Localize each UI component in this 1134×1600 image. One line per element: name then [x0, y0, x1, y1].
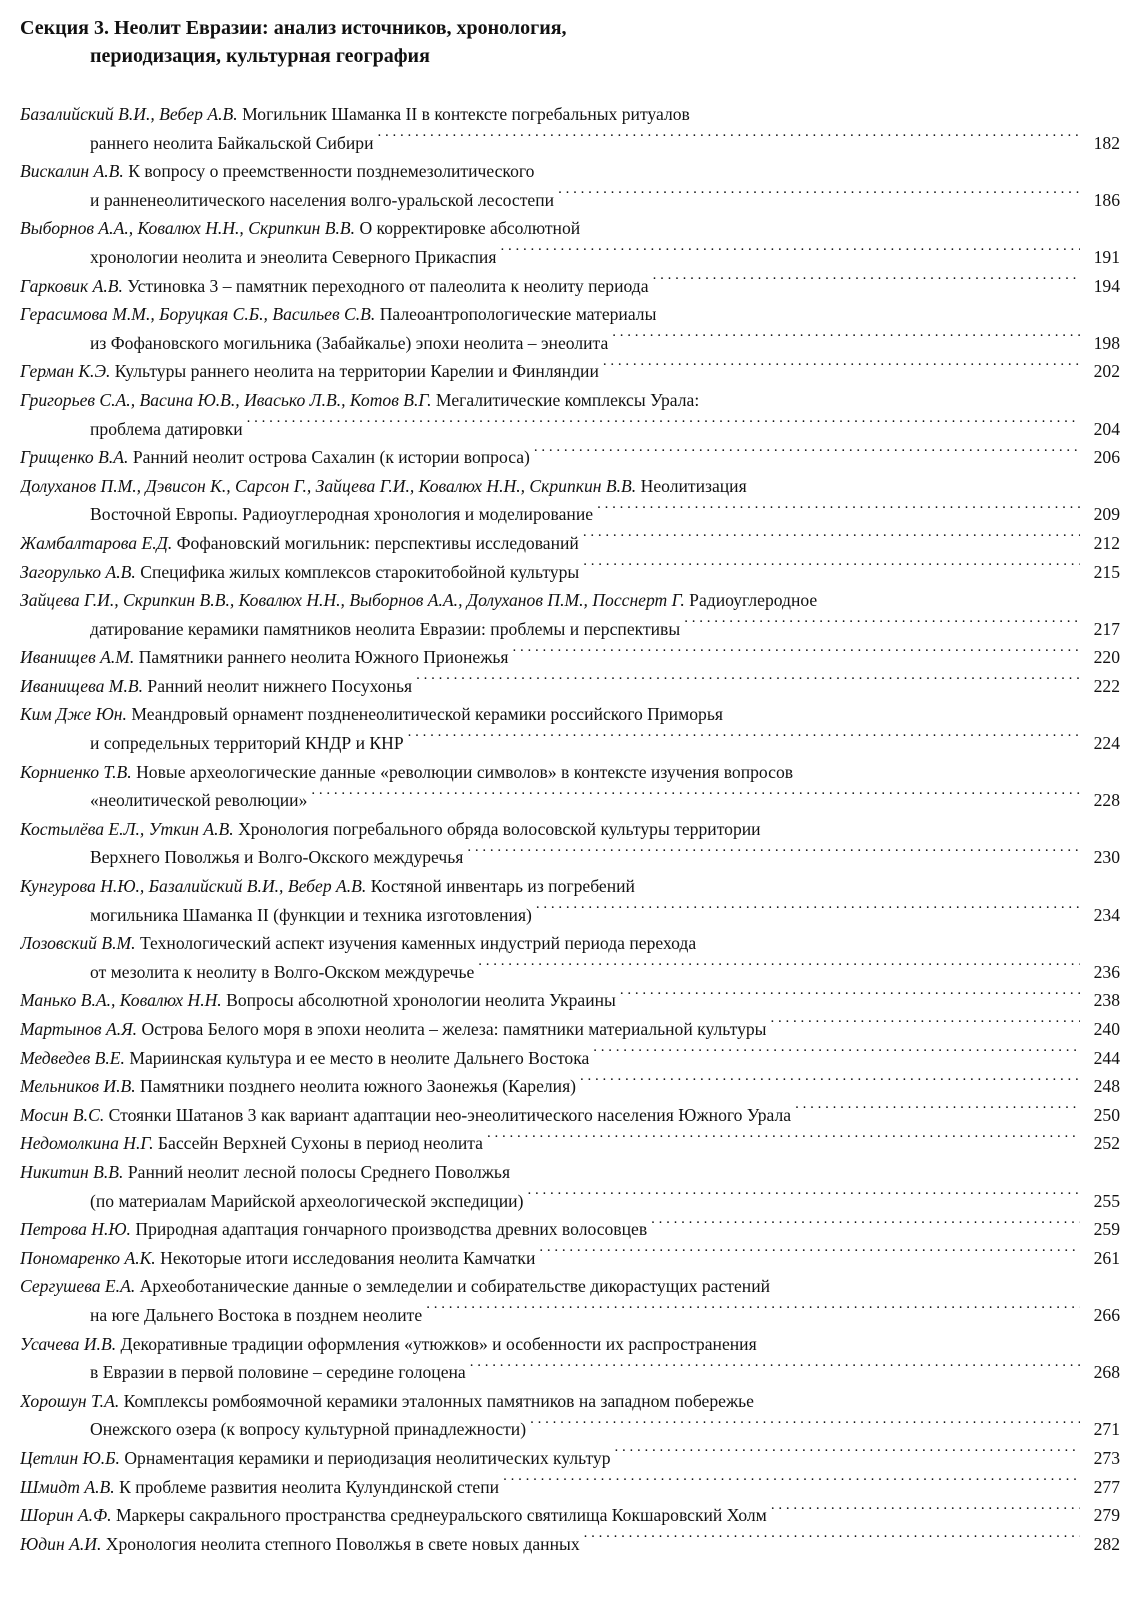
toc-entry	[20, 472, 1120, 529]
toc-entry-text	[20, 1244, 535, 1273]
dot-leader	[684, 615, 1080, 634]
entry-authors: Медведев В.Е.	[20, 1047, 125, 1068]
dot-leader	[653, 272, 1080, 291]
dot-leader	[470, 1359, 1080, 1378]
dot-leader	[378, 129, 1081, 148]
entry-authors: Загорулько А.В.	[20, 561, 136, 582]
toc-entry	[20, 1015, 1120, 1044]
entry-title-continued: могильника Шаманка II (функции и техника изготовления)	[90, 904, 532, 925]
toc-entry-line-continued	[20, 500, 1120, 529]
entry-page-number: 212	[1093, 532, 1120, 553]
dot-leader	[536, 901, 1080, 920]
toc-entry	[20, 100, 1120, 157]
toc-entry-line-continued	[20, 729, 1120, 758]
toc-entry-line	[20, 586, 1120, 615]
entry-page-number: 277	[1093, 1476, 1120, 1497]
entry-page-number: 209	[1093, 504, 1120, 525]
toc-entry	[20, 1215, 1120, 1244]
toc-entry-line	[20, 529, 1120, 558]
toc-entry-line	[20, 929, 1120, 958]
toc-entry	[20, 1473, 1120, 1502]
entry-title: Комплексы ромбоямочной керамики эталонных памятников на западном побережье	[123, 1390, 754, 1411]
entry-page-number: 234	[1093, 904, 1120, 925]
dot-leader	[615, 1445, 1080, 1464]
entry-authors: Лозовский В.М.	[20, 933, 136, 954]
toc-entry-line	[20, 815, 1120, 844]
entry-authors: Шорин А.Ф.	[20, 1505, 112, 1526]
toc-entry-line	[20, 1330, 1120, 1359]
toc-entry-line	[20, 986, 1120, 1015]
toc-entry-line	[20, 472, 1120, 501]
toc-page	[20, 14, 1120, 1558]
toc-entry-line	[20, 1244, 1120, 1273]
entry-page-number: 248	[1093, 1076, 1120, 1097]
toc-entry	[20, 357, 1120, 386]
entry-title: Меандровый орнамент поздненеолитической керамики российского Приморья	[131, 704, 723, 725]
entry-title-continued: от мезолита к неолиту в Волго-Окском междуречье	[90, 961, 475, 982]
section-title-line2: периодизация, культурная география	[90, 45, 430, 67]
dot-leader	[478, 958, 1080, 977]
entry-title-continued: Верхнего Поволжья и Волго-Окского междуречья	[90, 847, 464, 868]
entry-page-number: 217	[1093, 618, 1120, 639]
toc-entry-line-continued	[20, 1415, 1120, 1444]
dot-leader	[612, 329, 1080, 348]
toc-entry-line	[20, 1444, 1120, 1473]
toc-entry-line-continued	[20, 786, 1120, 815]
entry-title: Вопросы абсолютной хронологии неолита Украины	[226, 990, 616, 1011]
toc-entry	[20, 1244, 1120, 1273]
toc-entry-text	[20, 1501, 767, 1530]
entry-authors: Гарковик А.В.	[20, 275, 123, 296]
section-title-line1: Секция 3. Неолит Евразии: анализ источников, хронология,	[20, 17, 567, 39]
dot-leader	[620, 987, 1080, 1006]
toc-entry-line-continued	[20, 129, 1120, 158]
entry-page-number: 222	[1093, 675, 1120, 696]
toc-entry	[20, 815, 1120, 872]
entry-page-number: 244	[1093, 1047, 1120, 1068]
entry-authors: Мосин В.С.	[20, 1104, 105, 1125]
toc-entry-line	[20, 672, 1120, 701]
toc-entry	[20, 1101, 1120, 1130]
dot-leader	[467, 844, 1080, 863]
entry-page-number: 252	[1093, 1133, 1120, 1154]
entry-page-number: 255	[1093, 1190, 1120, 1211]
dot-leader	[651, 1216, 1080, 1235]
entry-title: Мариинская культура и ее место в неолите Дальнего Востока	[129, 1047, 590, 1068]
entry-title-continued: и сопредельных территорий КНДР и КНР	[90, 733, 404, 754]
toc-entry-text	[20, 272, 649, 301]
toc-entry-text	[20, 1473, 499, 1502]
dot-leader	[416, 673, 1080, 692]
dot-leader	[558, 186, 1080, 205]
toc-entry-text	[20, 1330, 757, 1359]
entry-page-number: 268	[1093, 1362, 1120, 1383]
entry-page-number: 250	[1093, 1104, 1120, 1125]
entry-title: Культуры раннего неолита на территории Карелии и Финляндии	[114, 361, 599, 382]
entry-title: Устиновка 3 – памятник переходного от палеолита к неолиту периода	[127, 275, 649, 296]
entry-authors: Цетлин Ю.Б.	[20, 1447, 120, 1468]
entry-page-number: 220	[1093, 647, 1120, 668]
entry-title: Бассейн Верхней Сухоны в период неолита	[157, 1133, 483, 1154]
entry-title: О корректировке абсолютной	[359, 218, 581, 239]
entry-title: Ранний неолит острова Сахалин (к истории вопроса)	[132, 447, 530, 468]
toc-entry-line-continued	[20, 1358, 1120, 1387]
toc-entry-line-continued	[20, 901, 1120, 930]
toc-entry-text	[20, 1129, 483, 1158]
entry-title: Неолитизация	[640, 475, 747, 496]
toc-entry	[20, 529, 1120, 558]
entry-authors: Костылёва Е.Л., Уткин А.В.	[20, 818, 234, 839]
toc-entry-text	[20, 1215, 647, 1244]
toc-entry-text	[20, 1272, 770, 1301]
toc-list	[20, 100, 1120, 1558]
toc-entry	[20, 1330, 1120, 1387]
entry-page-number: 206	[1093, 447, 1120, 468]
toc-entry-text	[20, 1530, 580, 1559]
toc-entry	[20, 386, 1120, 443]
toc-entry-text	[20, 1044, 589, 1073]
dot-leader	[500, 244, 1080, 263]
entry-title-continued: и ранненеолитического населения волго-уральской лесостепи	[90, 189, 555, 210]
toc-entry	[20, 558, 1120, 587]
toc-entry-text	[20, 357, 599, 386]
toc-entry-line	[20, 300, 1120, 329]
dot-leader	[795, 1101, 1080, 1120]
toc-entry-line	[20, 357, 1120, 386]
entry-title: Ранний неолит лесной полосы Среднего Поволжья	[127, 1161, 511, 1182]
entry-authors: Иванищев А.М.	[20, 647, 135, 668]
dot-leader	[534, 444, 1080, 463]
entry-title: Маркеры сакрального пространства среднеуральского святилища Кокшаровский Холм	[115, 1505, 767, 1526]
dot-leader	[583, 558, 1080, 577]
entry-title-continued: раннего неолита Байкальской Сибири	[90, 132, 374, 153]
entry-title-continued: (по материалам Марийской археологической экспедиции)	[90, 1190, 524, 1211]
entry-title-continued: хронологии неолита и энеолита Северного Прикаспия	[90, 246, 497, 267]
entry-title: Хронология погребального обряда волосовской культуры территории	[238, 818, 761, 839]
entry-title: К вопросу о преемственности позднемезолитического	[128, 161, 535, 182]
entry-title: Новые археологические данные «революции символов» в контексте изучения вопросов	[136, 761, 794, 782]
toc-entry-line	[20, 643, 1120, 672]
toc-entry-text	[20, 929, 696, 958]
toc-entry-line	[20, 386, 1120, 415]
entry-authors: Долуханов П.М., Дэвисон К., Сарсон Г., Зайцева Г.И., Ковалюх Н.Н., Скрипкин В.В.	[20, 475, 637, 496]
entry-title-continued: из Фофановского могильника (Забайкалье) эпохи неолита – энеолита	[90, 332, 609, 353]
entry-title-continued: проблема датировки	[90, 418, 243, 439]
entry-page-number: 282	[1093, 1533, 1120, 1554]
entry-title: Палеоантропологические материалы	[379, 304, 657, 325]
toc-entry	[20, 672, 1120, 701]
entry-page-number: 236	[1093, 961, 1120, 982]
toc-entry-text	[20, 100, 690, 129]
entry-authors: Пономаренко А.К.	[20, 1247, 156, 1268]
toc-entry	[20, 272, 1120, 301]
entry-page-number: 273	[1093, 1447, 1120, 1468]
toc-entry	[20, 300, 1120, 357]
entry-authors: Базалийский В.И., Вебер А.В.	[20, 104, 238, 124]
toc-entry-line	[20, 1387, 1120, 1416]
entry-authors: Выборнов А.А., Ковалюх Н.Н., Скрипкин В.В.	[20, 218, 356, 239]
entry-authors: Герман К.Э.	[20, 361, 111, 382]
entry-page-number: 224	[1093, 733, 1120, 754]
toc-entry-line	[20, 100, 1120, 129]
toc-entry-line	[20, 1015, 1120, 1044]
entry-page-number: 215	[1093, 561, 1120, 582]
toc-entry-text	[20, 386, 699, 415]
dot-leader	[311, 787, 1080, 806]
toc-entry-line	[20, 1272, 1120, 1301]
toc-entry-text	[20, 1158, 510, 1187]
entry-title: Хронология неолита степного Поволжья в свете новых данных	[105, 1533, 580, 1554]
toc-entry	[20, 1129, 1120, 1158]
entry-title: Декоративные традиции оформления «утюжков» и особенности их распространения	[120, 1333, 757, 1354]
toc-entry-line	[20, 157, 1120, 186]
entry-page-number: 230	[1093, 847, 1120, 868]
dot-leader	[247, 415, 1080, 434]
entry-page-number: 198	[1093, 332, 1120, 353]
dot-leader	[513, 644, 1080, 663]
entry-authors: Мельников И.В.	[20, 1076, 136, 1097]
entry-authors: Манько В.А., Ковалюх Н.Н.	[20, 990, 222, 1011]
entry-page-number: 182	[1093, 132, 1120, 153]
section-title	[20, 14, 1120, 70]
toc-entry-text	[20, 529, 579, 558]
entry-authors: Шмидт А.В.	[20, 1476, 115, 1497]
toc-entry-text	[20, 758, 793, 787]
entry-authors: Хорошун Т.А.	[20, 1390, 120, 1411]
entry-title: Природная адаптация гончарного производства древних волосовцев	[135, 1219, 648, 1240]
dot-leader	[584, 1530, 1080, 1549]
toc-entry	[20, 1387, 1120, 1444]
toc-entry-line	[20, 872, 1120, 901]
entry-page-number: 194	[1093, 275, 1120, 296]
entry-page-number: 191	[1093, 246, 1120, 267]
toc-entry-text	[20, 558, 579, 587]
entry-authors: Петрова Н.Ю.	[20, 1219, 131, 1240]
entry-authors: Юдин А.И.	[20, 1533, 102, 1554]
entry-title: Ранний неолит нижнего Посухонья	[147, 675, 413, 696]
dot-leader	[583, 530, 1080, 549]
toc-entry	[20, 1158, 1120, 1215]
entry-page-number: 261	[1093, 1247, 1120, 1268]
entry-title: Памятники раннего неолита Южного Прионежья	[138, 647, 509, 668]
toc-entry-line	[20, 700, 1120, 729]
toc-entry-text	[20, 1101, 791, 1130]
toc-entry	[20, 214, 1120, 271]
entry-page-number: 202	[1093, 361, 1120, 382]
entry-authors: Недомолкина Н.Г.	[20, 1133, 154, 1154]
toc-entry-line	[20, 1158, 1120, 1187]
toc-entry-text	[20, 443, 530, 472]
toc-entry-text	[20, 472, 747, 501]
toc-entry-text	[20, 672, 412, 701]
toc-entry-text	[20, 872, 635, 901]
toc-entry-text	[20, 1387, 754, 1416]
dot-leader	[771, 1502, 1080, 1521]
toc-entry	[20, 1444, 1120, 1473]
dot-leader	[597, 501, 1080, 520]
entry-title-continued: Восточной Европы. Радиоуглеродная хронология и моделирование	[90, 504, 594, 525]
dot-leader	[770, 1016, 1080, 1035]
toc-entry	[20, 1272, 1120, 1329]
entry-title: Мегалитические комплексы Урала:	[435, 389, 700, 410]
entry-title: Стоянки Шатанов 3 как вариант адаптации нео-энеолитического населения Южного Урала	[108, 1104, 792, 1125]
dot-leader	[487, 1130, 1080, 1149]
entry-authors: Усачева И.В.	[20, 1333, 117, 1354]
dot-leader	[426, 1302, 1080, 1321]
toc-entry-line-continued	[20, 1187, 1120, 1216]
toc-entry-line-continued	[20, 1301, 1120, 1330]
toc-entry	[20, 700, 1120, 757]
toc-entry-line-continued	[20, 843, 1120, 872]
entry-authors: Григорьев С.А., Васина Ю.В., Ивасько Л.В., Котов В.Г.	[20, 389, 432, 410]
entry-title: Фофановский могильник: перспективы исследований	[176, 532, 579, 553]
toc-entry	[20, 157, 1120, 214]
toc-entry	[20, 1501, 1120, 1530]
entry-authors: Кунгурова Н.Ю., Базалийский В.И., Вебер А.В.	[20, 876, 367, 897]
toc-entry-line	[20, 1101, 1120, 1130]
dot-leader	[530, 1416, 1080, 1435]
entry-page-number: 271	[1093, 1419, 1120, 1440]
entry-title: Орнаментация керамики и периодизация неолитических культур	[124, 1447, 611, 1468]
entry-title-continued: Онежского озера (к вопросу культурной принадлежности)	[90, 1419, 527, 1440]
toc-entry-line	[20, 1501, 1120, 1530]
entry-authors: Ким Дже Юн.	[20, 704, 127, 725]
entry-title: Археоботанические данные о земледелии и собирательстве дикорастущих растений	[139, 1276, 771, 1297]
toc-entry-line	[20, 1072, 1120, 1101]
toc-entry-line	[20, 558, 1120, 587]
toc-entry	[20, 872, 1120, 929]
toc-entry-text	[20, 986, 616, 1015]
entry-page-number: 204	[1093, 418, 1120, 439]
toc-entry	[20, 986, 1120, 1015]
toc-entry-line	[20, 1129, 1120, 1158]
toc-entry-line	[20, 443, 1120, 472]
entry-page-number: 228	[1093, 790, 1120, 811]
entry-authors: Жамбалтарова Е.Д.	[20, 532, 173, 553]
entry-title-continued: на юге Дальнего Востока в позднем неолите	[90, 1304, 423, 1325]
toc-entry-line-continued	[20, 186, 1120, 215]
toc-entry	[20, 1530, 1120, 1559]
entry-title-continued: в Евразии в первой половине – середине голоцена	[90, 1362, 466, 1383]
entry-authors: Иванищева М.В.	[20, 675, 143, 696]
entry-title: К проблеме развития неолита Кулундинской степи	[119, 1476, 500, 1497]
toc-entry	[20, 643, 1120, 672]
toc-entry-line	[20, 1473, 1120, 1502]
entry-title: Памятники позднего неолита южного Заонежья (Карелия)	[140, 1076, 577, 1097]
toc-entry-text	[20, 1015, 766, 1044]
toc-entry-text	[20, 1072, 576, 1101]
entry-authors: Сергушева Е.А.	[20, 1276, 136, 1297]
toc-entry-text	[20, 214, 580, 243]
dot-leader	[539, 1244, 1080, 1263]
toc-entry-line	[20, 272, 1120, 301]
toc-entry-text	[20, 815, 761, 844]
entry-title: Костяной инвентарь из погребений	[370, 876, 635, 897]
toc-entry	[20, 1072, 1120, 1101]
toc-entry	[20, 929, 1120, 986]
entry-authors: Никитин В.В.	[20, 1161, 124, 1182]
entry-title: Специфика жилых комплексов старокитобойной культуры	[140, 561, 580, 582]
toc-entry	[20, 758, 1120, 815]
entry-authors: Зайцева Г.И., Скрипкин В.В., Ковалюх Н.Н., Выборнов А.А., Долуханов П.М., Посснерт Г.	[20, 590, 685, 611]
toc-entry-line-continued	[20, 615, 1120, 644]
toc-entry	[20, 443, 1120, 472]
entry-title: Могильник Шаманка II в контексте погребальных ритуалов	[242, 104, 690, 124]
entry-authors: Мартынов А.Я.	[20, 1019, 138, 1039]
dot-leader	[408, 730, 1080, 749]
toc-entry-text	[20, 586, 817, 615]
toc-entry	[20, 586, 1120, 643]
toc-entry-text	[20, 157, 534, 186]
entry-title: Радиоуглеродное	[689, 590, 818, 611]
entry-title-continued: датирование керамики памятников неолита Евразии: проблемы и перспективы	[90, 618, 681, 639]
toc-entry-line-continued	[20, 243, 1120, 272]
dot-leader	[580, 1073, 1080, 1092]
entry-title: Технологический аспект изучения каменных индустрий периода перехода	[139, 933, 697, 954]
toc-entry	[20, 1044, 1120, 1073]
toc-entry-line	[20, 214, 1120, 243]
entry-title-continued: «неолитической революции»	[90, 790, 308, 811]
dot-leader	[527, 1187, 1080, 1206]
entry-page-number: 186	[1093, 189, 1120, 210]
entry-title: Некоторые итоги исследования неолита Камчатки	[160, 1247, 536, 1268]
dot-leader	[603, 358, 1080, 377]
toc-entry-text	[20, 700, 723, 729]
entry-page-number: 238	[1093, 990, 1120, 1011]
entry-page-number: 259	[1093, 1219, 1120, 1240]
entry-page-number: 266	[1093, 1304, 1120, 1325]
entry-page-number: 240	[1093, 1019, 1120, 1039]
toc-entry-line-continued	[20, 329, 1120, 358]
toc-entry-line	[20, 1530, 1120, 1559]
dot-leader	[593, 1044, 1080, 1063]
toc-entry-line	[20, 1044, 1120, 1073]
entry-title: Острова Белого моря в эпохи неолита – железа: памятники материальной культуры	[141, 1019, 767, 1039]
dot-leader	[503, 1473, 1080, 1492]
toc-entry-text	[20, 1444, 611, 1473]
toc-entry-line-continued	[20, 415, 1120, 444]
entry-authors: Герасимова М.М., Боруцкая С.Б., Васильев С.В.	[20, 304, 376, 325]
toc-entry-line	[20, 758, 1120, 787]
entry-page-number: 279	[1093, 1505, 1120, 1526]
toc-entry-line	[20, 1215, 1120, 1244]
entry-authors: Вискалин А.В.	[20, 161, 124, 182]
entry-authors: Грищенко В.А.	[20, 447, 129, 468]
toc-entry-text	[20, 643, 509, 672]
entry-authors: Корниенко Т.В.	[20, 761, 132, 782]
toc-entry-line-continued	[20, 958, 1120, 987]
toc-entry-text	[20, 300, 656, 329]
